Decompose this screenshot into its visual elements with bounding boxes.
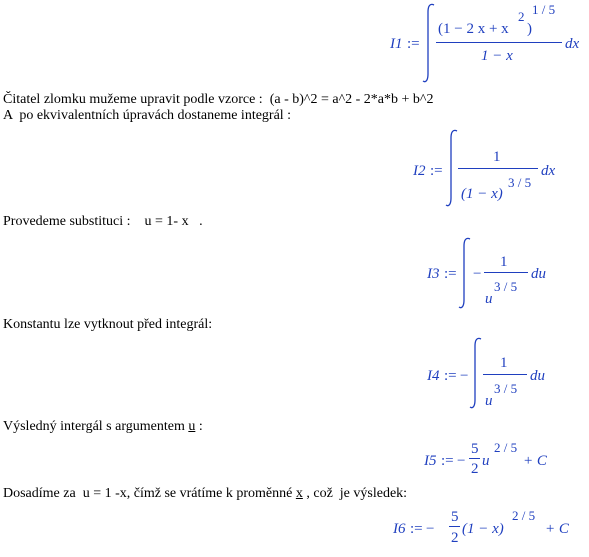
i3-numerator: 1 [500,254,508,270]
i6-fraction-bar [449,526,460,527]
i5-minus: − [457,453,466,469]
i4-minus: − [460,368,469,384]
i4-assign: := [444,368,457,384]
i3-du: du [531,266,546,282]
text-line-equivalent: A po ekvivalentních úpravách dostaneme integrál : [3,108,292,123]
i2-denominator-exponent: 3 / 5 [508,175,532,190]
text-line-constant: Konstantu lze vytknout před integrál: [3,317,213,332]
integral-sign [460,236,472,310]
i4-du: du [530,368,545,384]
text-line-back-substitution: Dosadíme za u = 1 -x, čímž se vrátíme k proměnné x , což je výsledek: [3,486,408,501]
i2-numerator: 1 [493,149,501,165]
i5-numerator: 5 [471,441,479,457]
integral-sign [424,2,436,84]
i2-name: I2 [413,163,426,179]
i5-constant: + C [523,453,547,469]
i6-exponent: 2 / 5 [512,508,536,523]
text-line-result-argument: Výsledný intergál s argumentem u : [3,419,203,434]
i6-denominator: 2 [451,530,459,546]
i5-assign: := [441,453,454,469]
i3-name: I3 [427,266,440,282]
i2-fraction-bar [458,168,538,169]
i1-fraction-bar [436,42,562,43]
i5-fraction-bar [469,458,480,459]
i3-fraction-bar [484,272,528,273]
i1-numerator: (1 − 2 x + x [438,21,509,37]
i2-assign: := [430,163,443,179]
i2-dx: dx [541,163,556,179]
i3-minus: − [473,266,482,282]
i1-numerator-close: ) [527,21,532,37]
i6-base: (1 − x) [462,521,504,537]
i1-name: I1 [390,36,403,52]
i6-numerator: 5 [451,509,459,525]
i1-exponent: 1 / 5 [532,2,556,17]
i5-base: u [482,453,490,469]
i6-assign: := [410,521,423,537]
i5-name: I5 [424,453,437,469]
underlined-x: x [295,486,303,501]
underlined-u: u [188,419,196,434]
i6-minus: − [426,521,435,537]
i4-denominator-exponent: 3 / 5 [494,381,518,396]
i4-name: I4 [427,368,440,384]
i1-denominator: 1 − x [481,48,513,64]
i4-numerator: 1 [500,355,508,371]
text-line-substitution: Provedeme substituci : u = 1- x . [3,214,203,229]
i5-denominator: 2 [471,461,479,477]
i1-assign: := [407,36,420,52]
i5-exponent: 2 / 5 [494,440,518,455]
i2-denominator: (1 − x) [461,186,503,202]
i3-denominator-exponent: 3 / 5 [494,279,518,294]
i6-name: I6 [393,521,406,537]
i4-denominator: u [485,393,493,409]
i3-denominator: u [485,291,493,307]
i4-fraction-bar [483,374,527,375]
i3-assign: := [444,266,457,282]
i1-dx: dx [565,36,580,52]
i1-numerator-square: 2 [518,9,525,24]
text-line-formula: Čitatel zlomku mužeme upravit podle vzorce : (a - b)^2 = a^2 - 2*a*b + b^2 [3,92,434,107]
integral-sign [471,336,483,410]
i6-constant: + C [545,521,569,537]
